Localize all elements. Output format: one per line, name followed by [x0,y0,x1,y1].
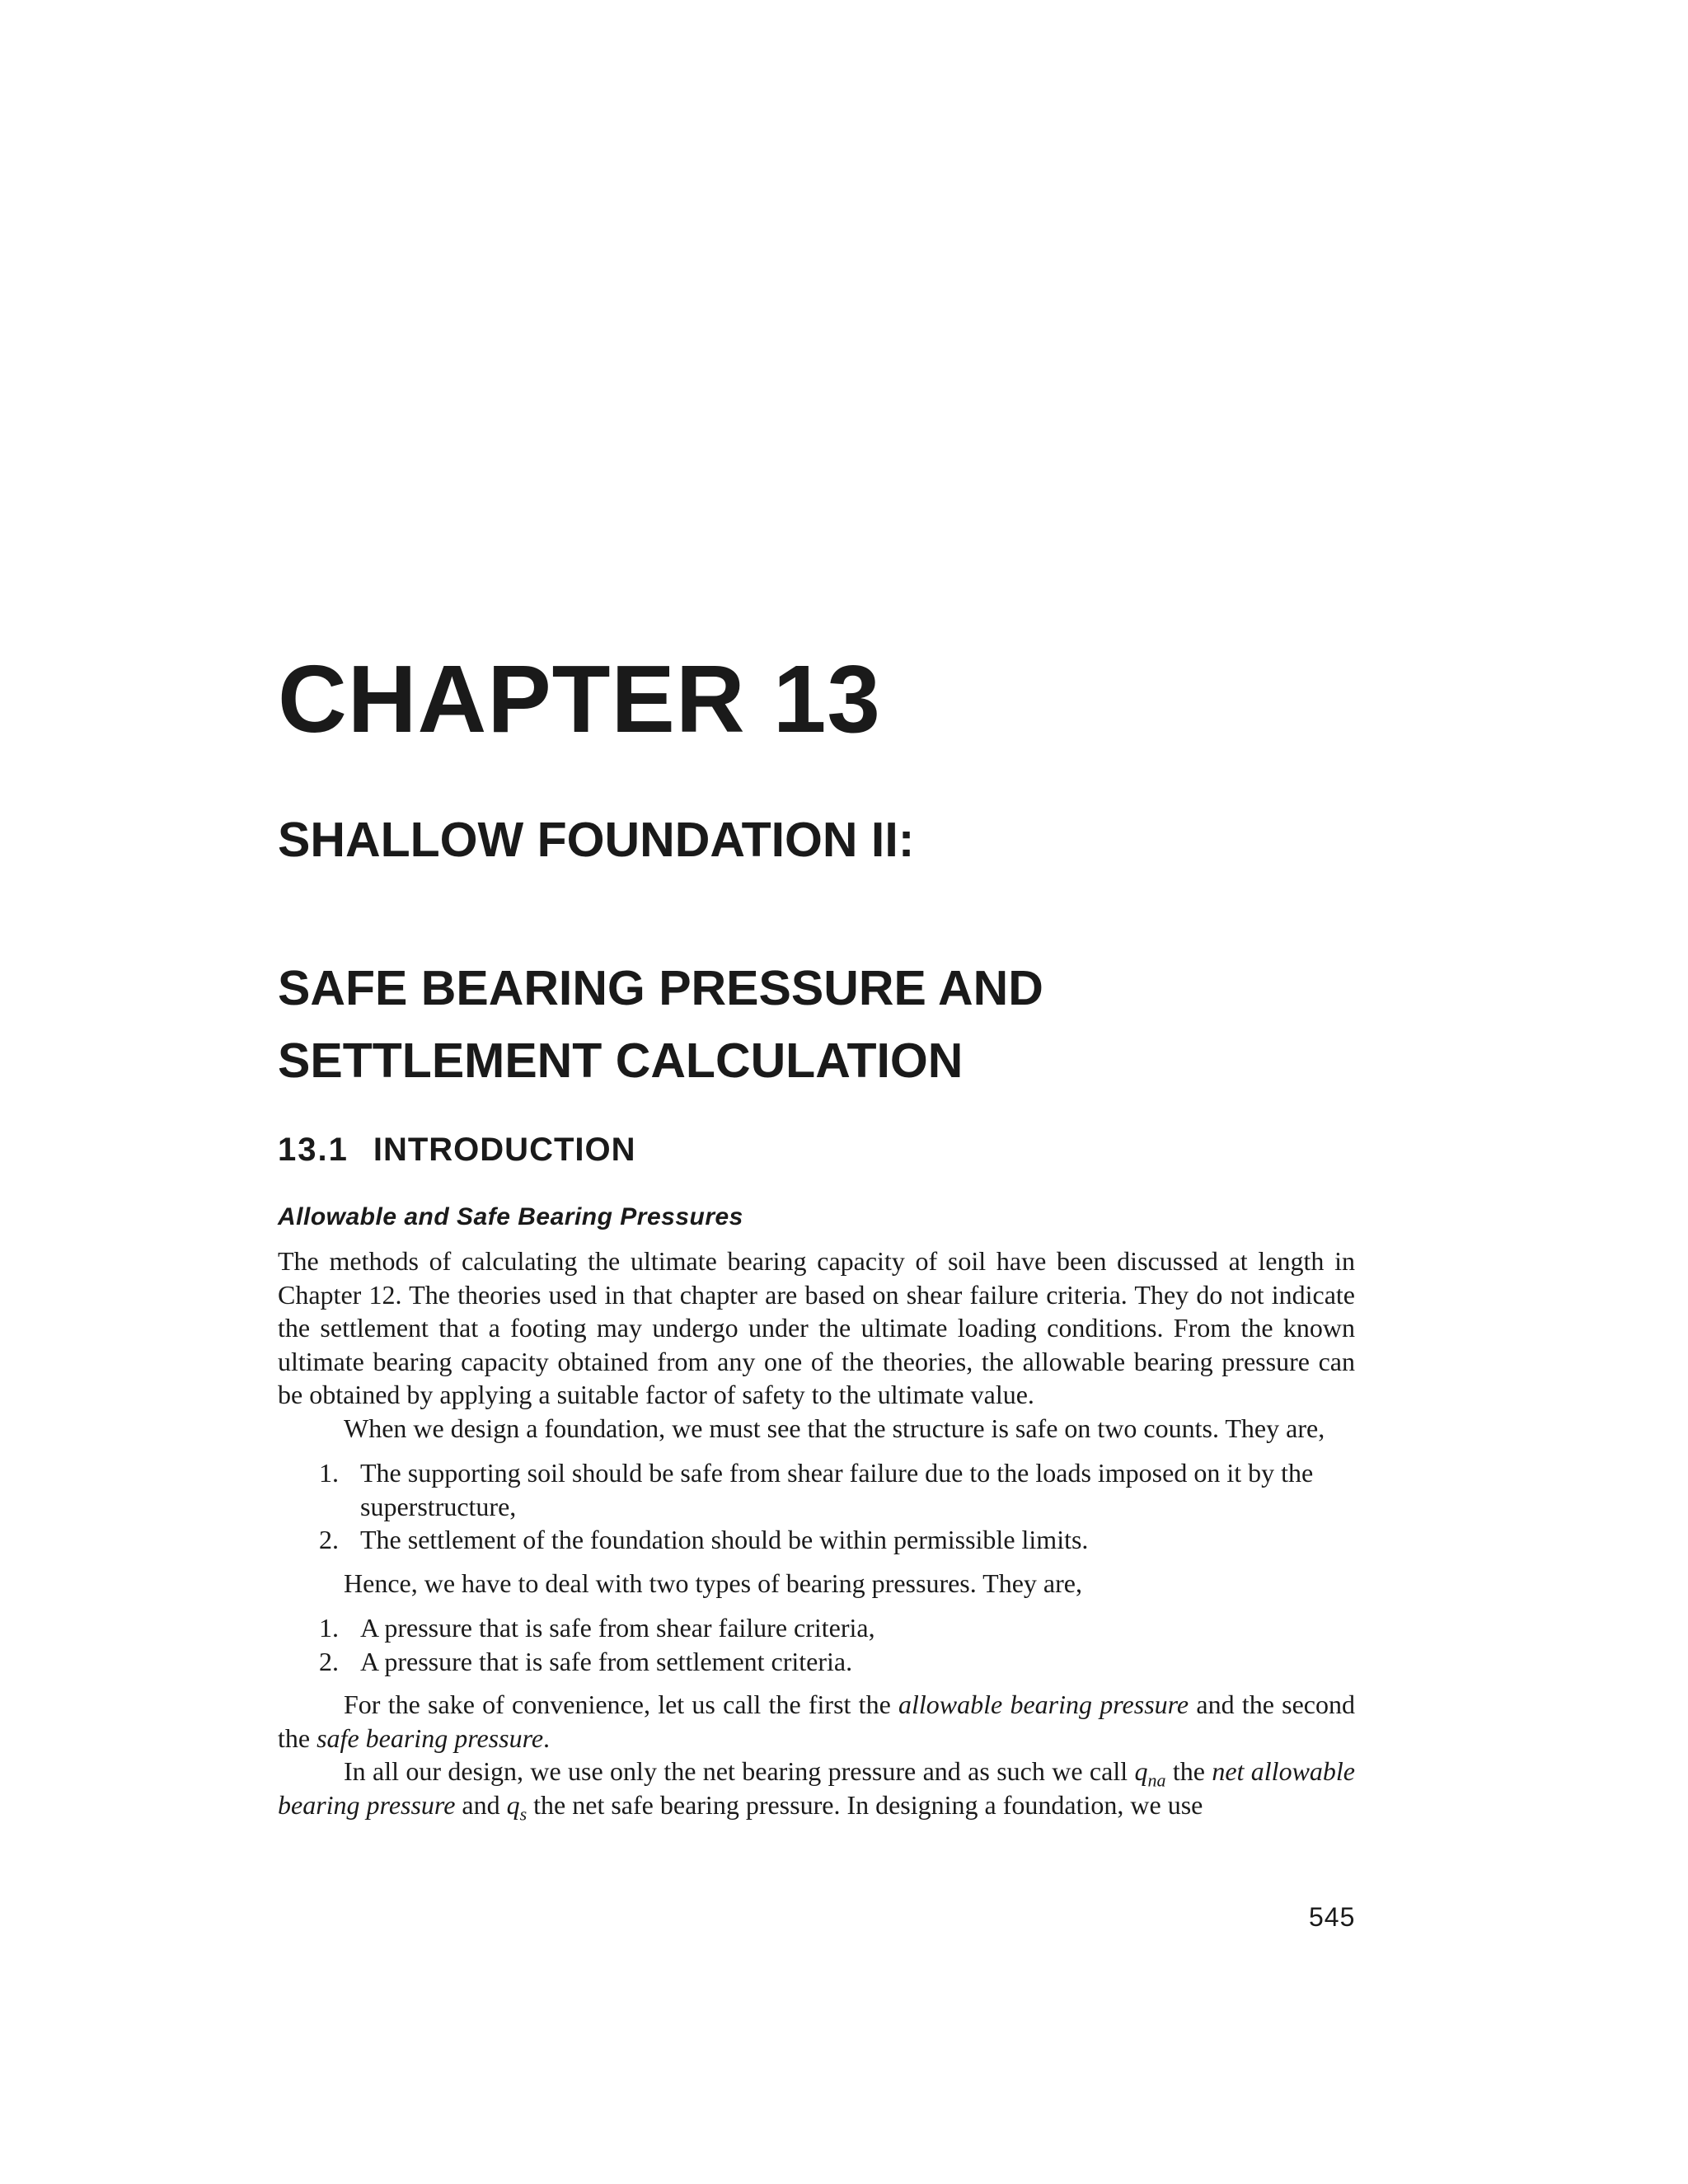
body-text [278,1244,1356,1824]
symbol-letter: q [1134,1756,1148,1786]
list-bearing-pressures [278,1611,1355,1678]
list-item-text: A pressure that is safe from shear failure criteria, [360,1613,875,1643]
paragraph-2: When we design a foundation, we must see that the structure is safe on two counts. They are, [344,1413,1325,1443]
list-item [278,1456,1355,1523]
list-marker: 1. [319,1458,339,1488]
list-item [278,1523,1355,1557]
paragraph-3: Hence, we have to deal with two types of bearing pressures. They are, [344,1568,1082,1598]
symbol-letter: q [506,1789,520,1820]
chapter-title [278,804,1043,1097]
list-item [278,1611,1355,1645]
symbol-subscript: s [519,1802,528,1824]
text-run: For the sake of convenience, let us call the first the [344,1690,899,1719]
symbol-subscript: na [1147,1769,1166,1791]
emphasis-term: net allowable bearing pressure [278,1756,1356,1820]
chapter-number: CHAPTER 13 [278,645,881,752]
chapter-title-line-3: SETTLEMENT CALCULATION [278,1033,964,1088]
section-title: INTRODUCTION [373,1132,636,1168]
page-number: 545 [1309,1902,1356,1932]
symbol-q-na [1134,1756,1166,1791]
section-number: 13.1 [278,1132,349,1168]
text-run: and the second the [278,1690,1356,1753]
text-run: In all our design, we use only the net bearing pressure and as such we call [344,1756,1135,1786]
emphasis-term: safe bearing pressure [316,1722,544,1753]
list-marker: 2. [319,1525,339,1554]
text-run: . [543,1722,551,1753]
paragraph-1: The methods of calculating the ultimate bearing capacity of soil have been discussed at length in Chapter 12. The theories used in that chapter are based on shear failure criteria. They do not indicate the settlement that a footing may undergo under the ultimate loading conditions. From the known ultimate bearing capacity obtained from any one of the theories, the allowable bearing pressure can be obtained by applying a suitable factor of safety to the ultimate value. [278,1246,1355,1409]
list-safety-counts [278,1456,1355,1557]
text-run: the [1165,1756,1212,1786]
list-item [278,1645,1355,1679]
list-marker: 2. [319,1646,339,1676]
chapter-title-line-1: SHALLOW FOUNDATION II: [278,813,915,867]
text-run: and [455,1789,507,1820]
paragraph-5 [278,1755,1356,1824]
paragraph-4 [278,1688,1355,1755]
chapter-title-line-2: SAFE BEARING PRESSURE AND [278,961,1043,1015]
emphasis-term: allowable bearing pressure [898,1690,1189,1719]
list-item-text: A pressure that is safe from settlement criteria. [360,1646,853,1676]
text-run: the net safe bearing pressure. In designing a foundation, we use [527,1789,1203,1820]
list-item-text: The supporting soil should be safe from shear failure due to the loads imposed on it by the superstructure, [360,1458,1314,1521]
list-item-text: The settlement of the foundation should be within permissible limits. [360,1525,1089,1554]
section-heading [278,1133,636,1166]
list-marker: 1. [319,1613,339,1643]
symbol-q-s [506,1789,528,1824]
subsection-heading: Allowable and Safe Bearing Pressures [278,1203,743,1230]
